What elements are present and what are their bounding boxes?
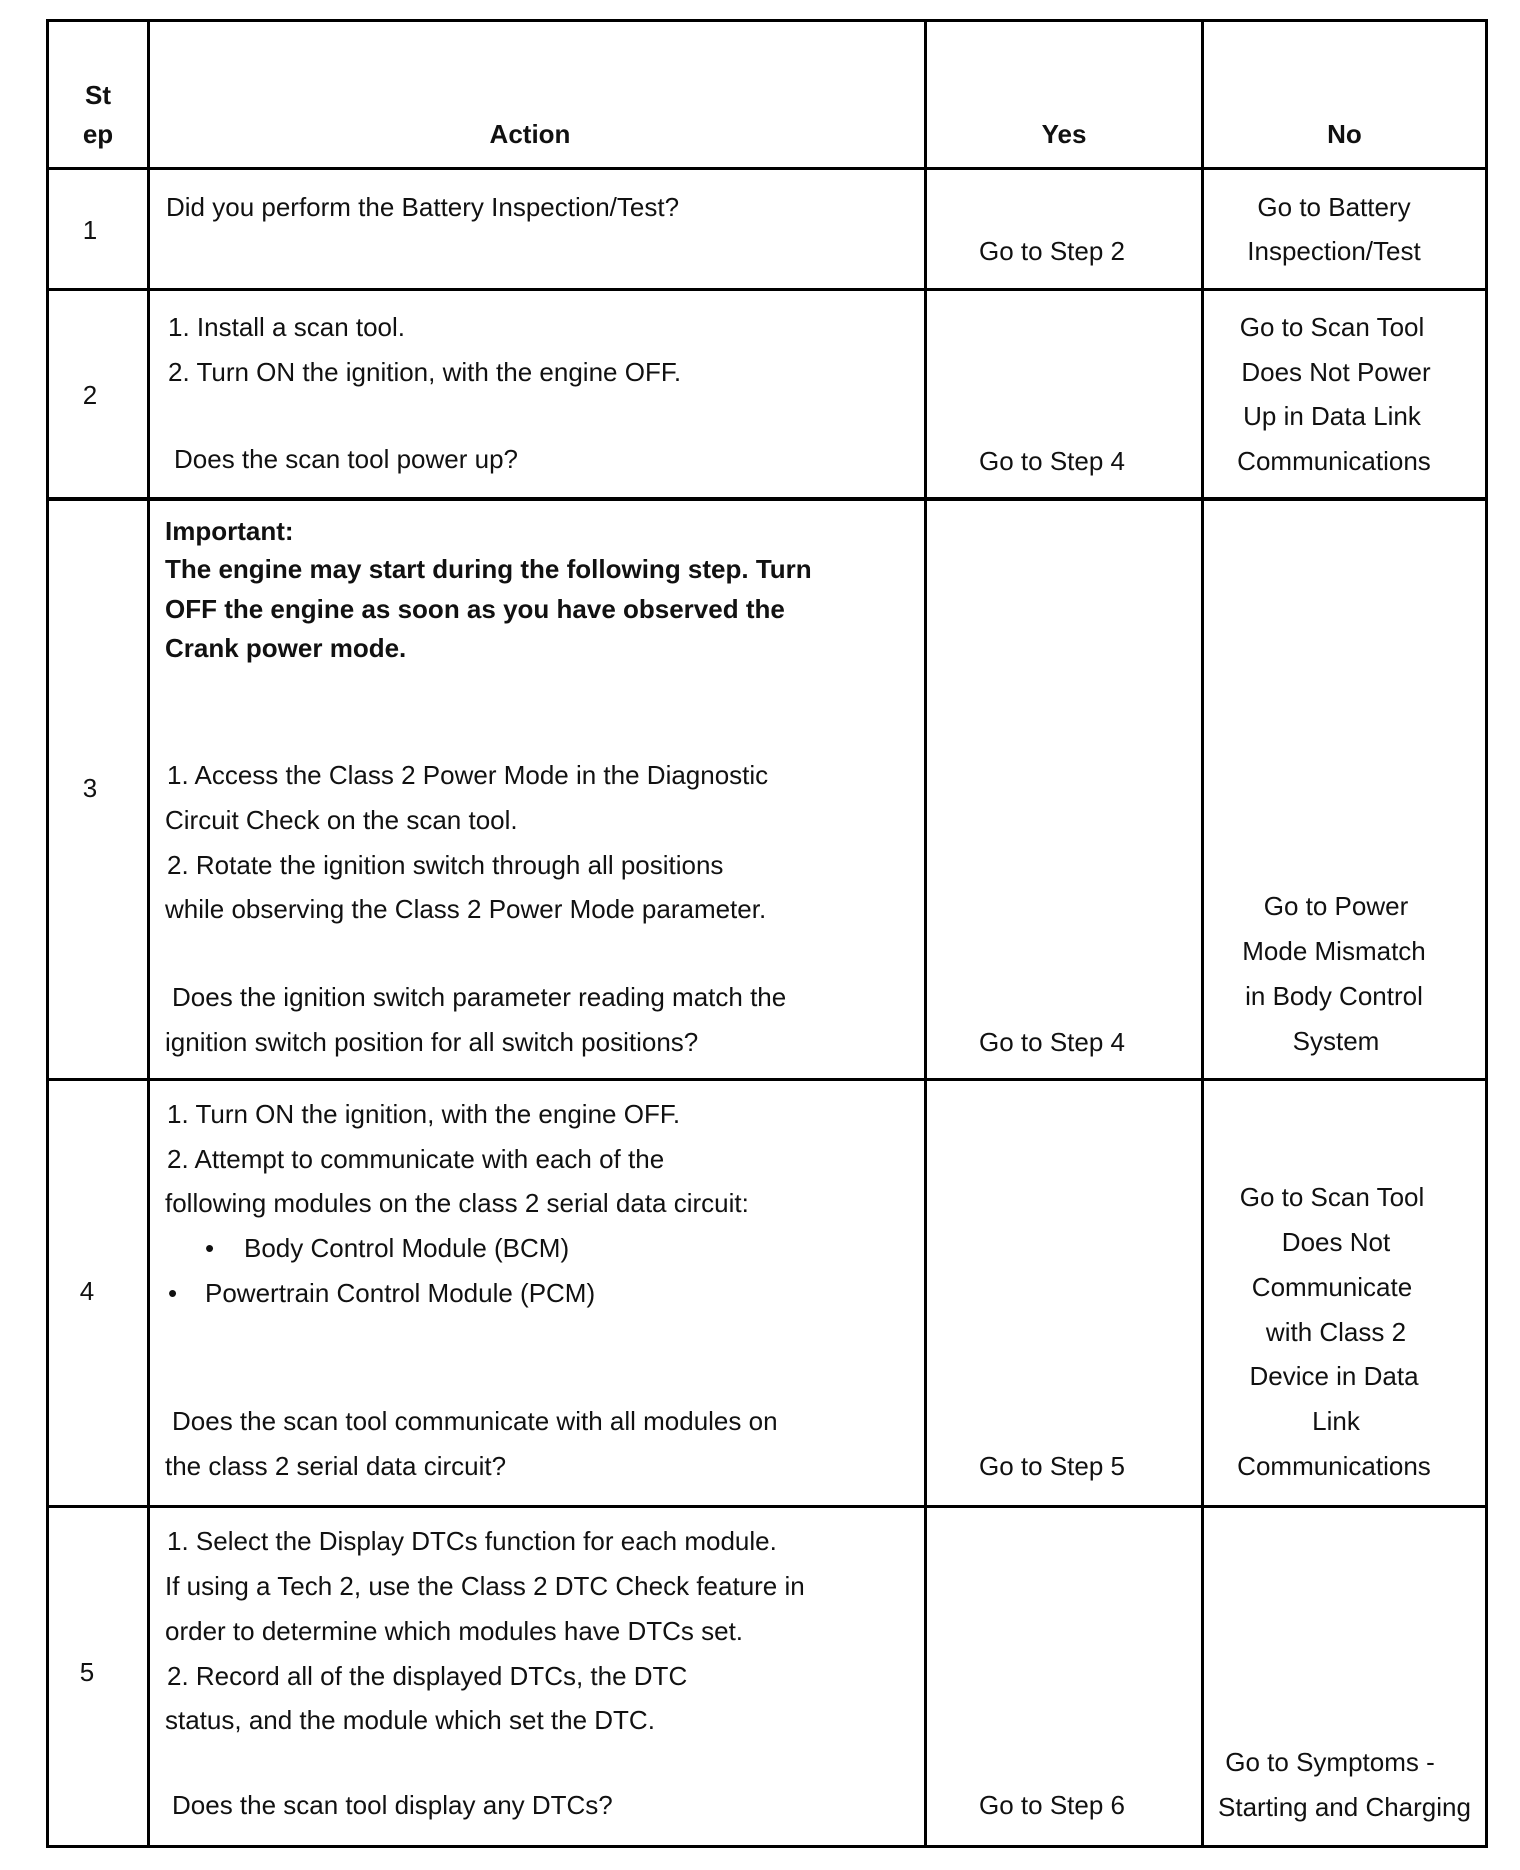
action-item: order to determine which modules have DTCs set. bbox=[165, 1616, 744, 1646]
yes-result: Go to Step 4 bbox=[979, 1027, 1125, 1057]
table-border-bottom bbox=[46, 1845, 1488, 1848]
no-result-line: Go to Symptoms - bbox=[1225, 1747, 1435, 1777]
yes-result: Go to Step 5 bbox=[979, 1451, 1125, 1481]
no-result-line: System bbox=[1292, 1026, 1380, 1056]
no-result-line: Go to Power bbox=[1263, 891, 1409, 921]
header-action: Action bbox=[489, 119, 571, 149]
action-item: 1. Access the Class 2 Power Mode in the Diagnostic bbox=[167, 760, 769, 790]
no-result-line: Does Not bbox=[1281, 1227, 1391, 1257]
row-divider-4 bbox=[46, 1505, 1488, 1508]
table-border-left bbox=[46, 19, 49, 1848]
table-border-top bbox=[46, 19, 1488, 22]
yes-column-divider bbox=[1201, 19, 1204, 1848]
no-result-line: Device in Data bbox=[1249, 1361, 1419, 1391]
row-divider-2 bbox=[46, 497, 1488, 501]
action-item: 2. Record all of the displayed DTCs, the DTC bbox=[167, 1661, 688, 1691]
header-yes: Yes bbox=[1041, 119, 1087, 149]
important-note-line: OFF the engine as soon as you have observed the bbox=[165, 594, 785, 624]
action-item: 1. Turn ON the ignition, with the engine OFF. bbox=[167, 1099, 681, 1129]
action-item: 2. Turn ON the ignition, with the engine OFF. bbox=[168, 357, 682, 387]
row-divider-1 bbox=[46, 288, 1488, 291]
yes-result: Go to Step 4 bbox=[979, 446, 1125, 476]
action-question: Does the scan tool power up? bbox=[174, 444, 518, 474]
step-number: 3 bbox=[82, 773, 98, 803]
header-step-line-1: St bbox=[85, 80, 111, 110]
action-question: Does the scan tool communicate with all modules on bbox=[172, 1406, 778, 1436]
action-item: 1. Select the Display DTCs function for each module. bbox=[167, 1526, 777, 1556]
no-result-line: Up in Data Link bbox=[1243, 401, 1421, 431]
header-divider bbox=[46, 167, 1488, 170]
step-number: 1 bbox=[82, 215, 98, 245]
no-result-line: Does Not Power bbox=[1241, 357, 1431, 387]
header-step-line-2: ep bbox=[82, 119, 114, 149]
table-border-right bbox=[1485, 19, 1488, 1848]
bullet-glyph: • bbox=[205, 1233, 215, 1263]
no-result-line: Mode Mismatch bbox=[1242, 936, 1426, 966]
action-question: the class 2 serial data circuit? bbox=[165, 1451, 507, 1481]
important-label: Important: bbox=[165, 516, 294, 546]
header-no: No bbox=[1327, 119, 1362, 149]
step-number: 5 bbox=[79, 1657, 95, 1687]
no-result-line: with Class 2 bbox=[1265, 1317, 1407, 1347]
action-question: Does the ignition switch parameter reading match the bbox=[172, 982, 787, 1012]
step-column-divider bbox=[147, 19, 150, 1848]
no-result-line: Go to Scan Tool bbox=[1239, 1182, 1425, 1212]
no-result-line: Go to Scan Tool bbox=[1239, 312, 1425, 342]
row-divider-3 bbox=[46, 1078, 1488, 1081]
module-bullet-item: Body Control Module (BCM) bbox=[244, 1233, 570, 1263]
no-result-line: Communications bbox=[1237, 446, 1431, 476]
action-item: Circuit Check on the scan tool. bbox=[165, 805, 518, 835]
yes-result: Go to Step 6 bbox=[979, 1790, 1125, 1820]
yes-result: Go to Step 2 bbox=[979, 236, 1125, 266]
action-item: 2. Rotate the ignition switch through all positions bbox=[167, 850, 724, 880]
action-question: Does the scan tool display any DTCs? bbox=[172, 1790, 613, 1820]
action-item: 2. Attempt to communicate with each of the bbox=[167, 1144, 665, 1174]
action-item: following modules on the class 2 serial data circuit: bbox=[165, 1188, 749, 1218]
important-note-line: The engine may start during the following step. Turn bbox=[165, 554, 812, 584]
no-result-line: Communications bbox=[1237, 1451, 1431, 1481]
no-result-line: Communicate bbox=[1251, 1272, 1413, 1302]
no-result-line: Starting and Charging bbox=[1218, 1792, 1471, 1822]
bullet-glyph: • bbox=[168, 1278, 178, 1308]
module-bullet-item: Powertrain Control Module (PCM) bbox=[205, 1278, 596, 1308]
step-number: 2 bbox=[82, 380, 98, 410]
action-question: Did you perform the Battery Inspection/Test? bbox=[166, 192, 680, 222]
important-note-line: Crank power mode. bbox=[165, 633, 407, 663]
action-item: while observing the Class 2 Power Mode parameter. bbox=[165, 894, 767, 924]
no-result-line: Go to Battery bbox=[1257, 192, 1411, 222]
no-result-line: in Body Control bbox=[1245, 981, 1423, 1011]
action-item: status, and the module which set the DTC. bbox=[165, 1705, 655, 1735]
step-number: 4 bbox=[79, 1276, 95, 1306]
action-column-divider bbox=[924, 19, 927, 1848]
no-result-line: Inspection/Test bbox=[1247, 236, 1421, 266]
no-result-line: Link bbox=[1312, 1406, 1360, 1436]
action-item: If using a Tech 2, use the Class 2 DTC Check feature in bbox=[165, 1571, 805, 1601]
action-item: 1. Install a scan tool. bbox=[168, 312, 406, 342]
action-question: ignition switch position for all switch positions? bbox=[165, 1027, 699, 1057]
